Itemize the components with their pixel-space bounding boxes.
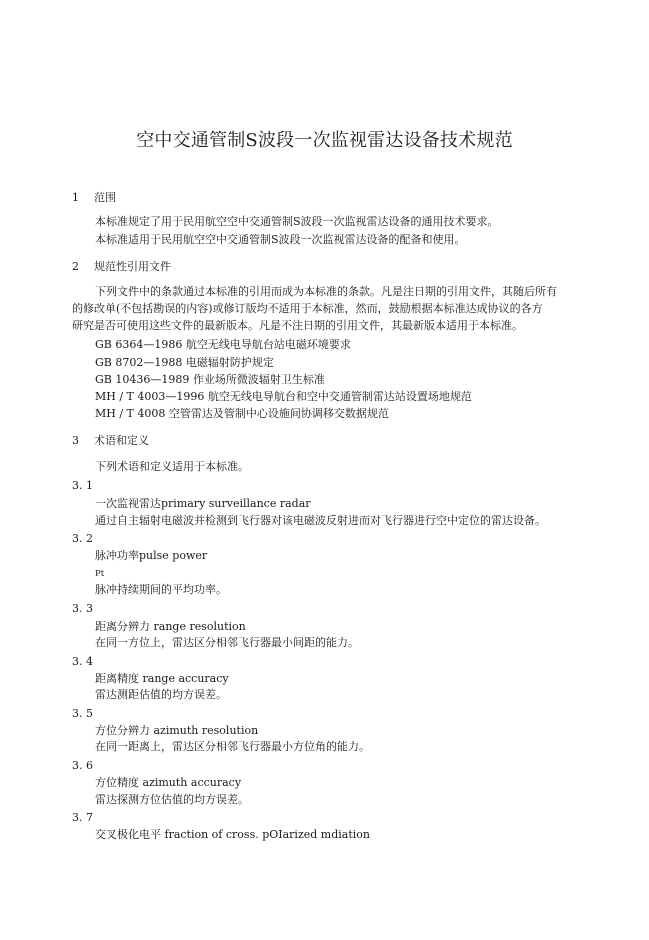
term-definition: 雷达探测方位估值的均方误差。 (95, 793, 249, 806)
section-2-heading (72, 260, 171, 274)
term-definition: 在同一距离上，雷达区分相邻飞行器最小方位角的能力。 (95, 740, 370, 753)
term-number: 3. 1 (72, 479, 93, 492)
refs-intro-line-1: 下列文件中的条款通过本标准的引用而成为本标准的条款。凡是注日期的引用文件，其随后所有 (95, 285, 557, 298)
term-number: 3. 4 (72, 655, 93, 668)
section-number: 1 (72, 191, 79, 204)
term-definition: 雷达测距估值的均方误差。 (95, 688, 227, 701)
term-name: 交叉极化电平 fraction of cross. pOIarized mdiation (95, 828, 370, 841)
term-number: 3. 5 (72, 707, 93, 720)
term-number: 3. 2 (72, 532, 93, 545)
term-number: 3. 3 (72, 602, 93, 615)
term-number: 3. 6 (72, 759, 93, 772)
section-number: 2 (72, 260, 79, 273)
refs-intro-line-3: 研究是否可使用这些文件的最新版本。凡是不注日期的引用文件，其最新版本适用于本标准。 (72, 319, 523, 332)
section-title: 术语和定义 (94, 434, 149, 447)
term-number: 3. 7 (72, 811, 93, 824)
term-definition: 通过自主辐射电磁波并检测到飞行器对该电磁波反射进而对飞行器进行空中定位的雷达设备。 (95, 514, 546, 527)
section-title: 范围 (94, 191, 116, 204)
term-name: 距离精度 range accuracy (95, 672, 229, 685)
term-name: 方位分辨力 azimuth resolution (95, 724, 259, 737)
section-1-heading (72, 191, 116, 205)
section-number: 3 (72, 434, 79, 447)
reference-item: MH / T 4008 空管雷达及管制中心设施间协调移交数据规范 (95, 407, 389, 420)
term-name: 距离分辨力 range resolution (95, 620, 246, 633)
reference-item: GB 8702—1988 电磁辐射防护规定 (95, 356, 274, 369)
scope-line-1: 本标准规定了用于民用航空空中交通管制S波段一次监视雷达设备的通用技术要求。 (95, 215, 499, 228)
term-name: 脉冲功率pulse power (95, 549, 208, 562)
term-definition: 在同一方位上，雷达区分相邻飞行器最小间距的能力。 (95, 636, 359, 649)
term-definition: 脉冲持续期间的平均功率。 (95, 583, 227, 596)
section-title: 规范性引用文件 (94, 260, 171, 273)
term-name: 方位精度 azimuth accuracy (95, 776, 242, 789)
reference-item: MH / T 4003—1996 航空无线电导航台和空中交通管制雷达站设置场地规范 (95, 390, 472, 403)
reference-item: GB 6364—1986 航空无线电导航台站电磁环境要求 (95, 338, 351, 351)
reference-item: GB 10436—1989 作业场所微波辐射卫生标准 (95, 373, 325, 386)
term-name: 一次监视雷达primary surveillance radar (95, 497, 311, 510)
refs-intro-line-2: 的修改单(不包括勘误的内容)或修订版均不适用于本标准，然而，鼓励根据本标准达成协议的各方 (72, 302, 543, 315)
term-symbol: Pt (95, 569, 105, 579)
section-3-heading (72, 434, 149, 448)
document-title: 空中交通管制S波段一次监视雷达设备技术规范 (136, 130, 513, 151)
scope-line-2: 本标准适用于民用航空空中交通管制S波段一次监视雷达设备的配备和使用。 (95, 233, 466, 246)
terms-intro: 下列术语和定义适用于本标准。 (95, 460, 249, 473)
